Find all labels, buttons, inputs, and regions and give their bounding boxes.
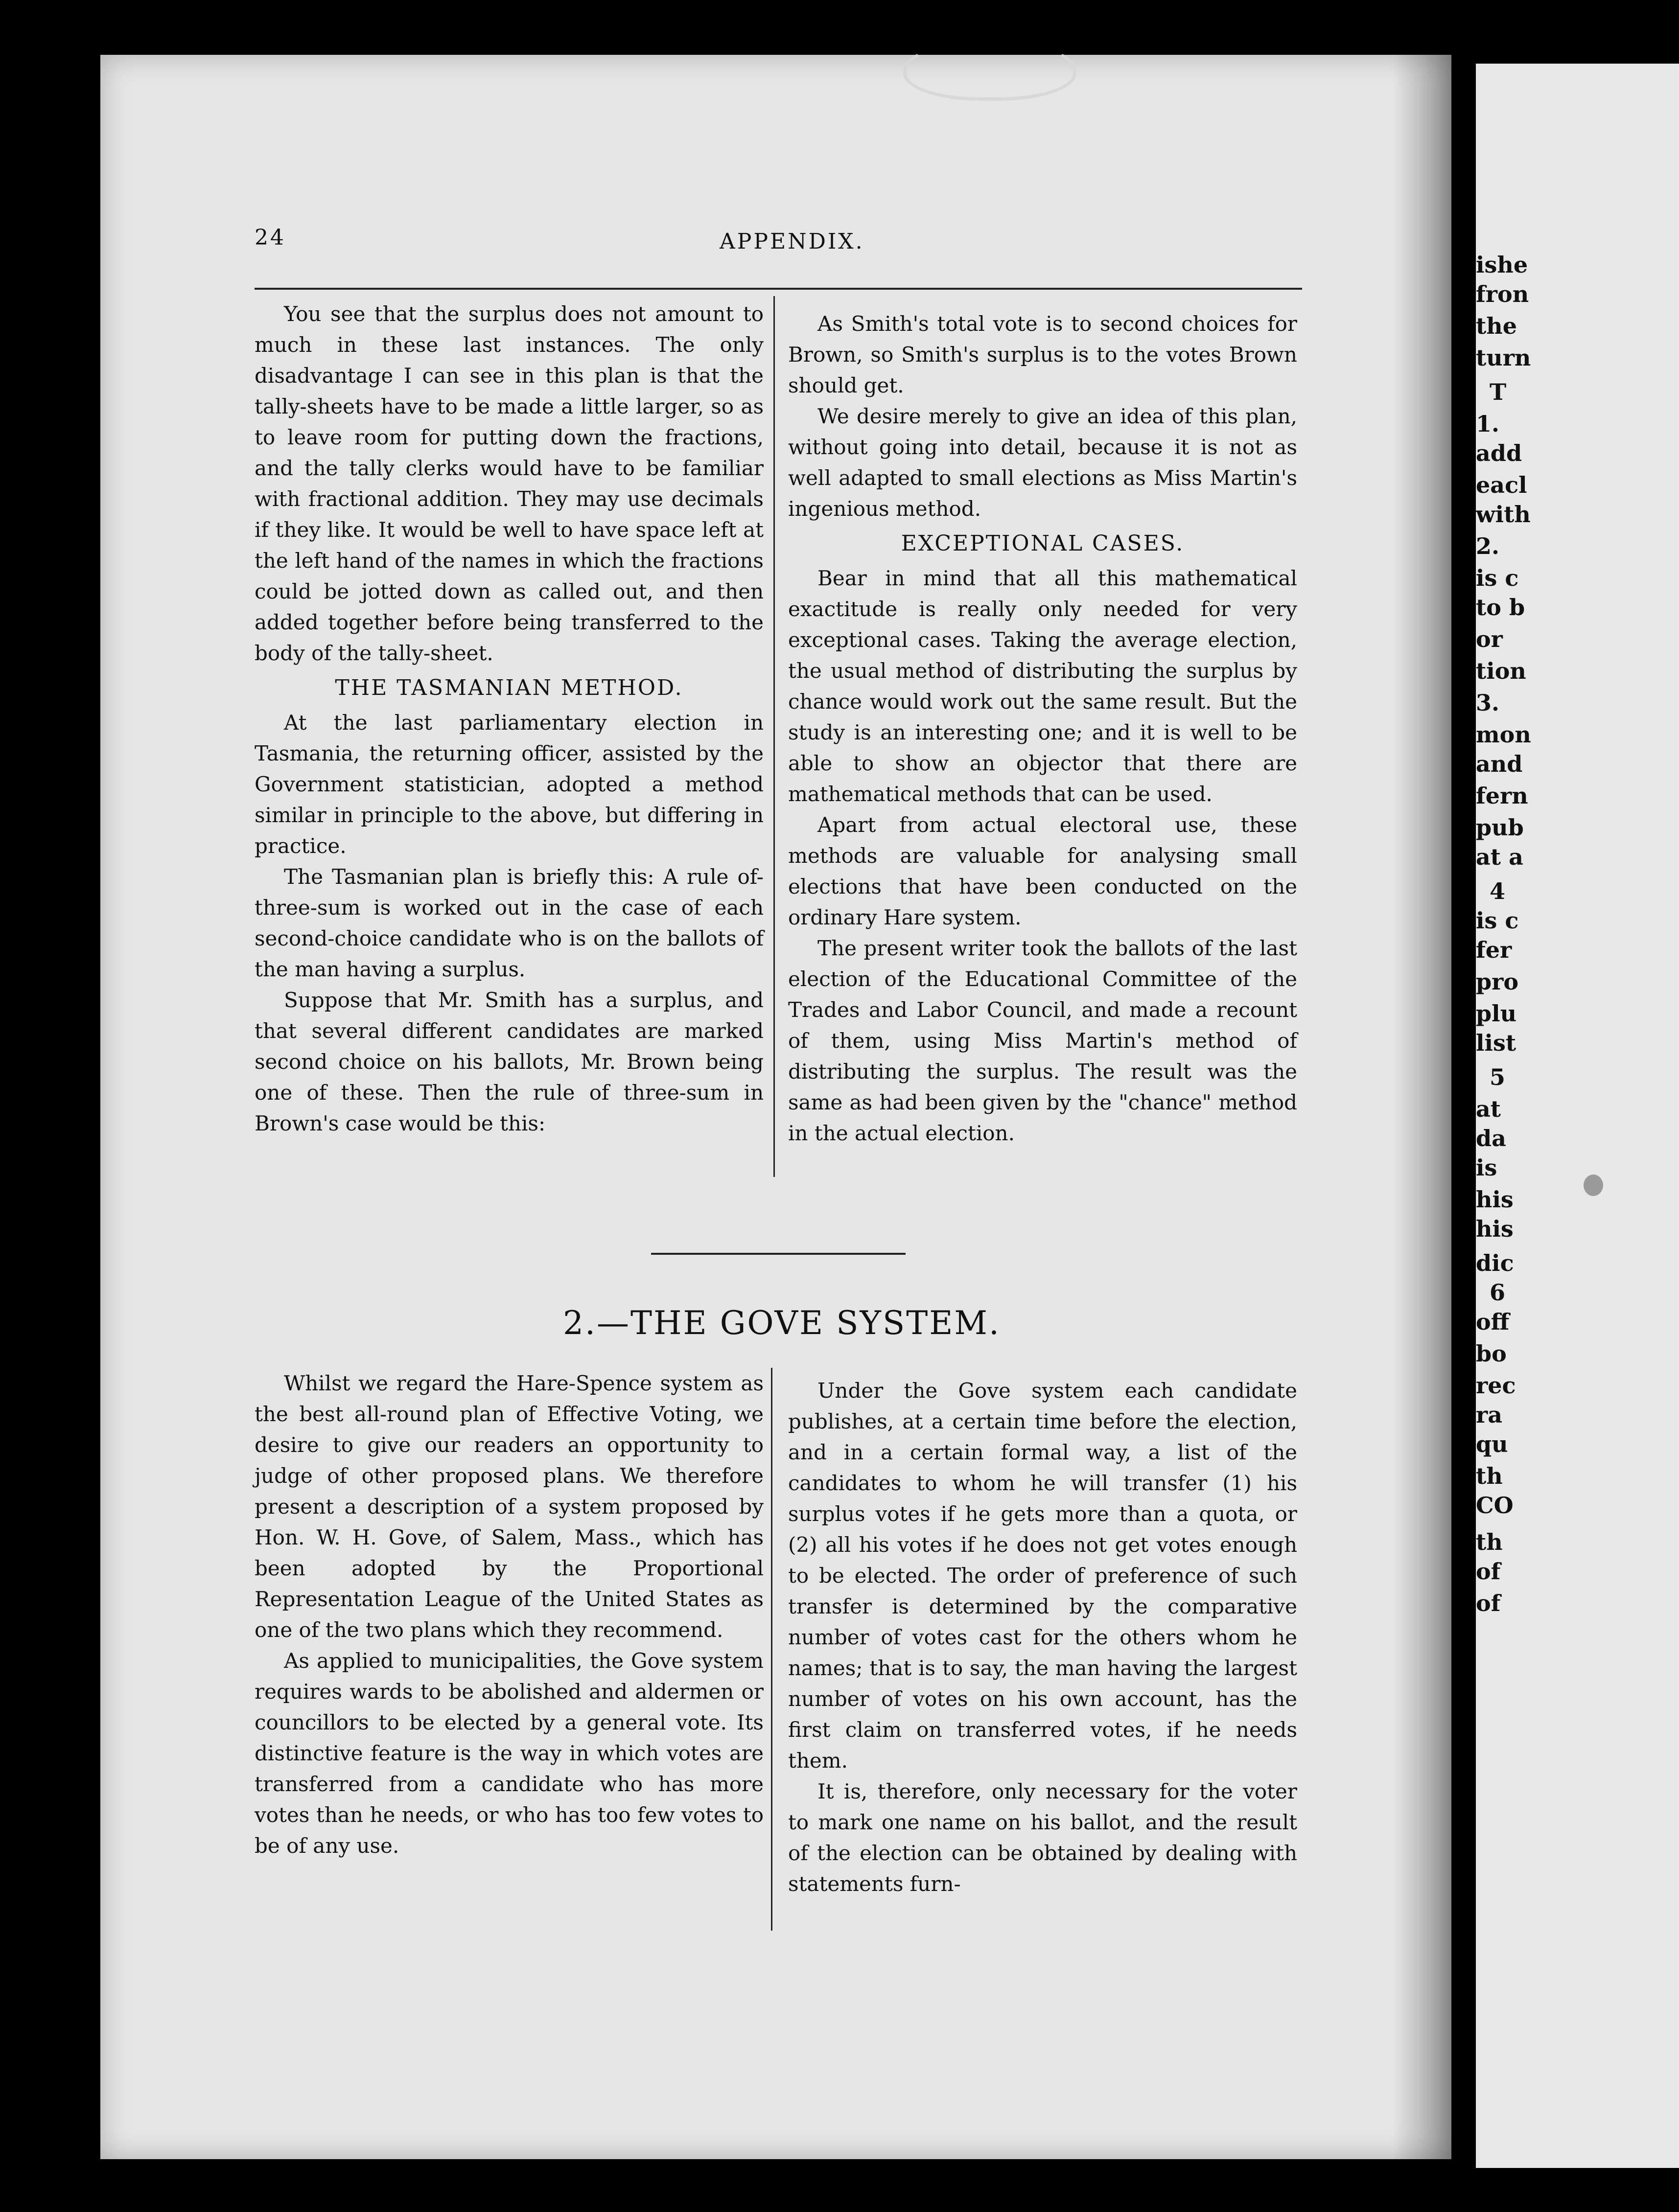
facing-page-fragment: list xyxy=(1476,1030,1516,1056)
facing-page-fragment: and xyxy=(1476,751,1523,777)
facing-page-fragment: 2. xyxy=(1476,533,1500,559)
section-title: 2.—THE GOVE SYSTEM. xyxy=(563,1304,1001,1342)
facing-page-fragment: bo xyxy=(1476,1340,1507,1367)
facing-page-fragment: dic xyxy=(1476,1250,1514,1276)
facing-page-fragment: at a xyxy=(1476,844,1523,870)
facing-page-fragment: tion xyxy=(1476,658,1526,684)
facing-page-fragment: turn xyxy=(1476,345,1531,371)
facing-page-fragment: off xyxy=(1476,1309,1510,1335)
facing-page-fragment: is c xyxy=(1476,907,1519,934)
facing-page-fragment: da xyxy=(1476,1125,1506,1152)
left-column-bottom xyxy=(255,1368,764,1861)
running-head: APPENDIX. xyxy=(720,229,864,254)
facing-page xyxy=(1476,64,1679,2168)
facing-page-fragment: add xyxy=(1476,440,1522,466)
right-column-top xyxy=(788,308,1297,1149)
binding-string xyxy=(903,40,1076,101)
facing-page-fragment: 5 xyxy=(1490,1064,1506,1090)
facing-page-fragment: 1. xyxy=(1476,411,1500,437)
paragraph: It is, therefore, only necessary for the voter to mark one name on his ballot, and the result of the election can be obtained by dealing with statements furn- xyxy=(788,1779,1297,1896)
paragraph: Bear in mind that all this mathematical exactitude is really only needed for very exceptional cases. Taking the average election, the usual method of distributing the surplus by chance would work out the same result. But the study is an interesting one; and it is well to be able to show an objector that there are mathematical methods that can be used. xyxy=(788,566,1297,806)
facing-page-fragment: 6 xyxy=(1490,1279,1506,1306)
facing-page-fragment: pub xyxy=(1476,814,1524,841)
facing-page-fragment: or xyxy=(1476,626,1503,652)
header-rule xyxy=(255,288,1302,290)
section-heading: EXCEPTIONAL CASES. xyxy=(901,531,1185,556)
facing-page-fragment: ishe xyxy=(1476,252,1528,278)
page-number: 24 xyxy=(255,225,286,250)
left-column-top xyxy=(255,299,764,1139)
facing-page-fragment: th xyxy=(1476,1529,1503,1555)
facing-page-fragment: CO xyxy=(1476,1492,1514,1519)
column-divider xyxy=(773,296,775,1177)
facing-page-fragment: rec xyxy=(1476,1372,1516,1399)
facing-page-fragment: his xyxy=(1476,1216,1514,1242)
facing-page-fragment: to b xyxy=(1476,594,1525,621)
paragraph: The Tasmanian plan is briefly this: A rule of-three-sum is worked out in the case of each second-choice candidate who is on the ballots of the man having a surplus. xyxy=(255,865,764,981)
facing-page-fragment: T xyxy=(1490,379,1507,405)
facing-page-fragment: at xyxy=(1476,1096,1501,1122)
facing-page-fragment: qu xyxy=(1476,1431,1508,1457)
facing-page-fragment: ra xyxy=(1476,1402,1503,1428)
facing-page-fragment: of xyxy=(1476,1558,1501,1585)
section-heading: THE TASMANIAN METHOD. xyxy=(335,675,683,700)
facing-page-fragment: eacl xyxy=(1476,472,1527,498)
paragraph: As Smith's total vote is to second choices for Brown, so Smith's surplus is to the votes Brown should get. xyxy=(788,312,1297,397)
column-divider xyxy=(771,1368,772,1931)
ink-stain xyxy=(1584,1175,1603,1196)
page-header xyxy=(255,225,1307,269)
facing-page-fragment: pro xyxy=(1476,968,1519,995)
paragraph: Apart from actual electoral use, these methods are valuable for analysing small elections that have been conducted on the ordinary Hare system. xyxy=(788,813,1297,929)
facing-page-fragment: the xyxy=(1476,313,1517,339)
paragraph: We desire merely to give an idea of this plan, without going into detail, because it is not as well adapted to small elections as Miss Martin's ingenious method. xyxy=(788,404,1297,521)
facing-page-fragment: th xyxy=(1476,1463,1503,1489)
right-column-bottom xyxy=(788,1375,1297,1899)
facing-page-fragment: is xyxy=(1476,1154,1497,1181)
facing-page-fragment: mon xyxy=(1476,721,1531,748)
paragraph: The present writer took the ballots of the last election of the Educational Committee of the Trades and Labor Council, and made a recount of them, using Miss Martin's method of distributing the surplus. The result was the same as had been given by the "chance" method in the actual election. xyxy=(788,936,1297,1145)
paragraph: You see that the surplus does not amount to much in these last instances. The only disadvantage I can see in this plan is that the tally-sheets have to be made a little larger, so as to leave room for putting down the fractions, and the tally clerks would have to be familiar with fractional addition. They may use decimals if they like. It would be well to have space left at the left hand of the names in which the fractions could be jotted down as called out, and then added together before being transferred to the body of the tally-sheet. xyxy=(255,302,764,665)
facing-page-fragment: of xyxy=(1476,1590,1501,1616)
section-separator xyxy=(651,1253,906,1255)
paragraph: Under the Gove system each candidate publishes, at a certain time before the election, and in a certain formal way, a list of the candidates to whom he will transfer (1) his surplus votes if he gets more than a quota, or (2) all his votes if he does not get votes enough to be elected. The order of preference of such transfer is determined by the comparative number of votes cast for the others whom he names; that is to say, the man having the largest number of votes on his own account, has the first claim on transferred votes, if he needs them. xyxy=(788,1379,1297,1773)
facing-page-fragment: is c xyxy=(1476,565,1519,591)
paragraph: At the last parliamentary election in Tasmania, the returning officer, assisted by the Government statistician, adopted a method similar in principle to the above, but differing in practice. xyxy=(255,711,764,858)
facing-page-fragment: plu xyxy=(1476,1000,1517,1027)
paragraph: Suppose that Mr. Smith has a surplus, and that several different candidates are marked second choice on his ballots, Mr. Brown being one of these. Then the rule of three-sum in Brown's case would be this: xyxy=(255,988,764,1135)
paragraph: Whilst we regard the Hare-Spence system as the best all-round plan of Effective Voting, we desire to give our readers an opportunity to judge of other proposed plans. We therefore present a description of a system proposed by Hon. W. H. Gove, of Salem, Mass., which has been adopted by the Proportional Representation League of the United States as one of the two plans which they recommend. xyxy=(255,1371,764,1642)
facing-page-fragment: 3. xyxy=(1476,690,1500,716)
facing-page-fragment: 4 xyxy=(1490,878,1506,904)
facing-page-fragment: fer xyxy=(1476,937,1512,963)
facing-page-fragment: his xyxy=(1476,1186,1514,1213)
paragraph: As applied to municipalities, the Gove system requires wards to be abolished and aldermen or councillors to be elected by a general vote. Its distinctive feature is the way in which votes are transferred from a candidate who has more votes than he needs, or who has too few votes to be of any use. xyxy=(255,1649,764,1858)
facing-page-fragment: with xyxy=(1476,501,1531,528)
facing-page-fragment: fern xyxy=(1476,783,1528,809)
facing-page-fragment: fron xyxy=(1476,281,1529,307)
